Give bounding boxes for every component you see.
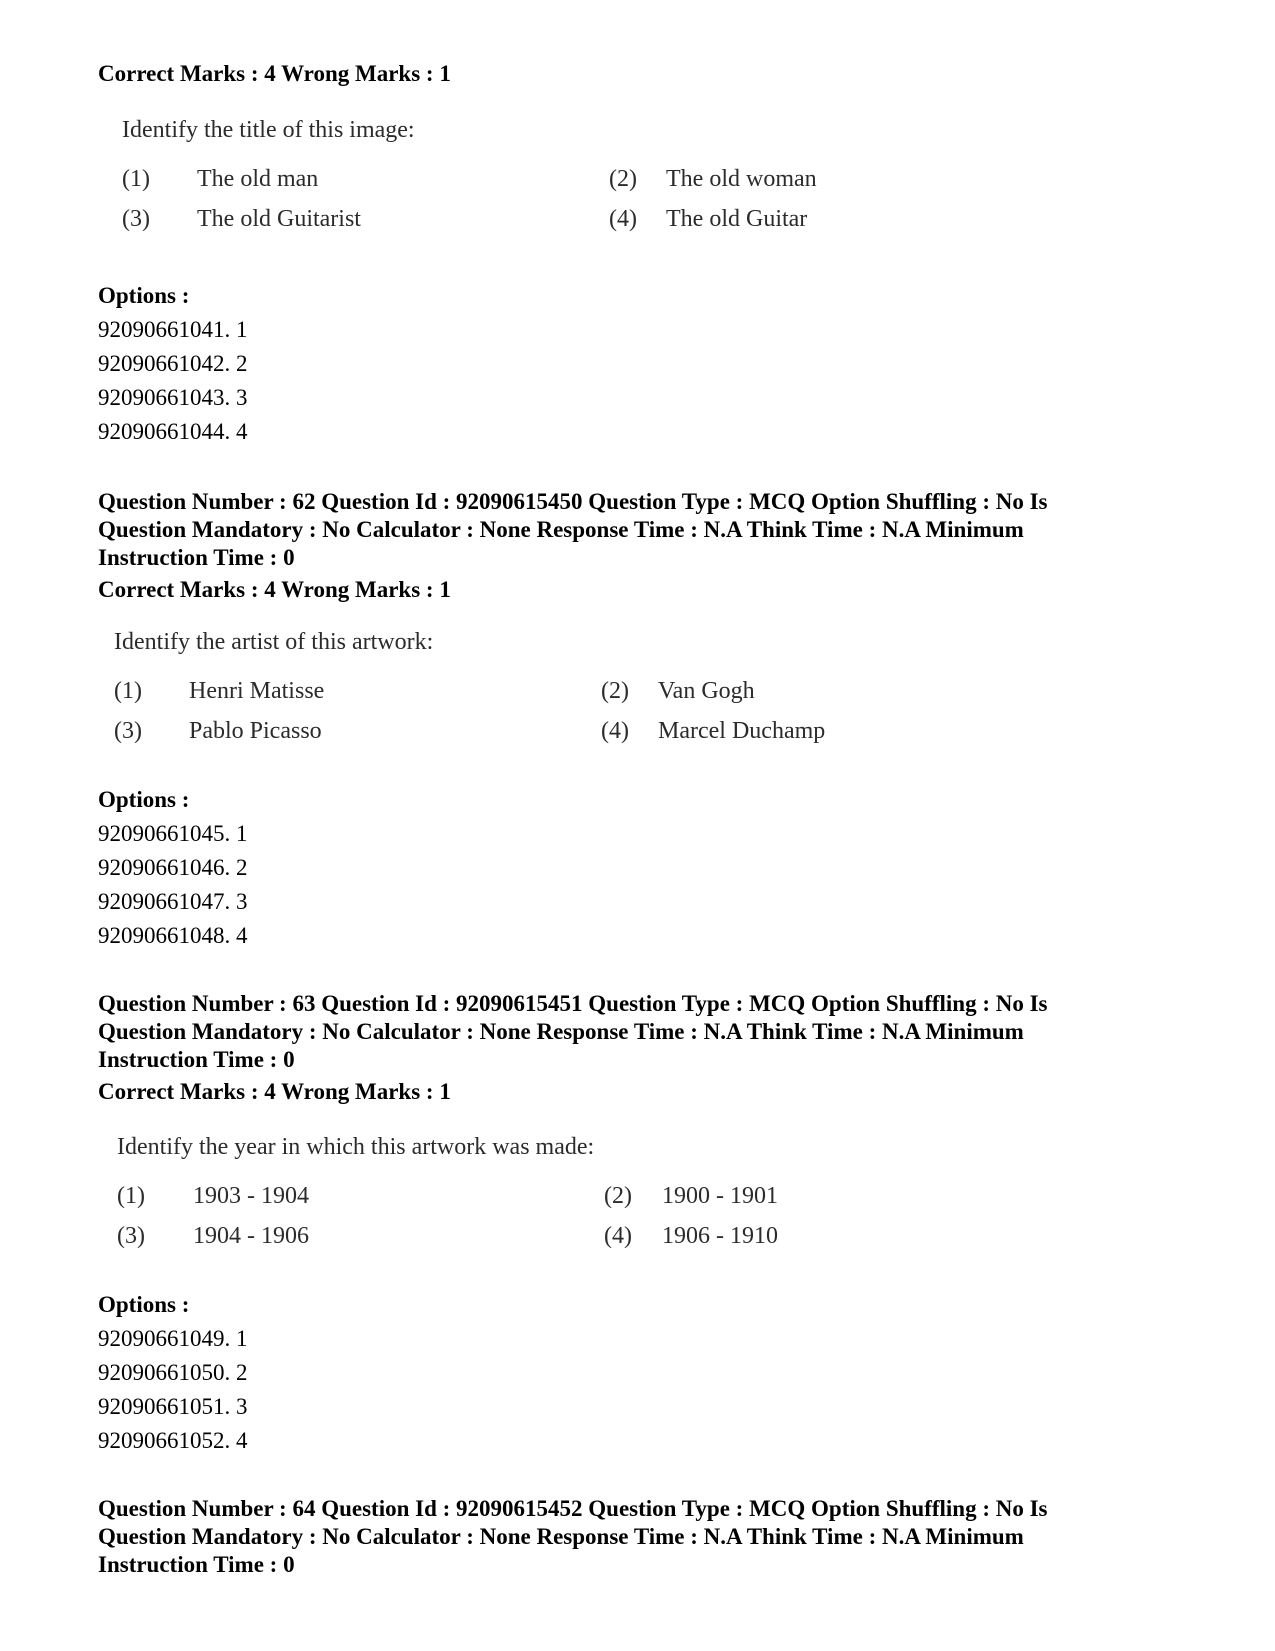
choice-number: (3) (117, 1223, 145, 1249)
option-item: 92090661052. 4 (98, 1428, 248, 1453)
question-header: Instruction Time : 0 (98, 545, 295, 570)
choice-text: The old Guitar (666, 206, 808, 232)
choice-number: (1) (114, 678, 142, 704)
choice-text: 1903 - 1904 (193, 1183, 309, 1209)
option-item: 92090661049. 1 (98, 1326, 248, 1351)
choice-number: (4) (609, 206, 637, 232)
choice-number: (4) (601, 718, 629, 744)
option-item: 92090661045. 1 (98, 821, 248, 846)
option-item: 92090661051. 3 (98, 1394, 248, 1419)
question-header: Question Number : 64 Question Id : 92090615452 Question Type : MCQ Option Shuffling : No Is (98, 1496, 1048, 1521)
choice-number: (3) (114, 718, 142, 744)
question-header: Question Number : 62 Question Id : 92090615450 Question Type : MCQ Option Shuffling : No Is (98, 489, 1048, 514)
choice-number: (1) (117, 1183, 145, 1209)
option-item: 92090661042. 2 (98, 351, 248, 376)
question-header: Instruction Time : 0 (98, 1552, 295, 1577)
choice-text: Van Gogh (658, 678, 755, 704)
choice-number: (2) (609, 166, 637, 192)
option-item: 92090661046. 2 (98, 855, 248, 880)
question-header: Question Mandatory : No Calculator : None Response Time : N.A Think Time : N.A Minimum (98, 1019, 1024, 1044)
choice-number: (3) (122, 206, 150, 232)
question-header: Question Mandatory : No Calculator : None Response Time : N.A Think Time : N.A Minimum (98, 517, 1024, 542)
marks-line: Correct Marks : 4 Wrong Marks : 1 (98, 1079, 451, 1104)
question-text: Identify the artist of this artwork: (114, 629, 434, 655)
choice-text: 1904 - 1906 (193, 1223, 309, 1249)
choice-text: The old Guitarist (197, 206, 361, 232)
choice-text: The old man (197, 166, 319, 192)
option-item: 92090661044. 4 (98, 419, 248, 444)
choice-number: (4) (604, 1223, 632, 1249)
option-item: 92090661048. 4 (98, 923, 248, 948)
option-item: 92090661050. 2 (98, 1360, 248, 1385)
choice-text: Marcel Duchamp (658, 718, 826, 744)
choice-text: 1906 - 1910 (662, 1223, 778, 1249)
choice-number: (1) (122, 166, 150, 192)
choice-number: (2) (604, 1183, 632, 1209)
marks-line: Correct Marks : 4 Wrong Marks : 1 (98, 577, 451, 602)
question-header: Question Mandatory : No Calculator : None Response Time : N.A Think Time : N.A Minimum (98, 1524, 1024, 1549)
choice-text: Henri Matisse (189, 678, 325, 704)
options-label: Options : (98, 787, 190, 812)
choice-text: Pablo Picasso (189, 718, 322, 744)
option-item: 92090661047. 3 (98, 889, 248, 914)
choice-text: The old woman (666, 166, 817, 192)
question-header: Question Number : 63 Question Id : 92090615451 Question Type : MCQ Option Shuffling : No Is (98, 991, 1048, 1016)
question-text: Identify the year in which this artwork was made: (117, 1134, 595, 1160)
marks-line: Correct Marks : 4 Wrong Marks : 1 (98, 61, 451, 86)
option-item: 92090661043. 3 (98, 385, 248, 410)
question-text: Identify the title of this image: (122, 117, 415, 143)
option-item: 92090661041. 1 (98, 317, 248, 342)
options-label: Options : (98, 1292, 190, 1317)
choice-text: 1900 - 1901 (662, 1183, 778, 1209)
choice-number: (2) (601, 678, 629, 704)
question-header: Instruction Time : 0 (98, 1047, 295, 1072)
options-label: Options : (98, 283, 190, 308)
